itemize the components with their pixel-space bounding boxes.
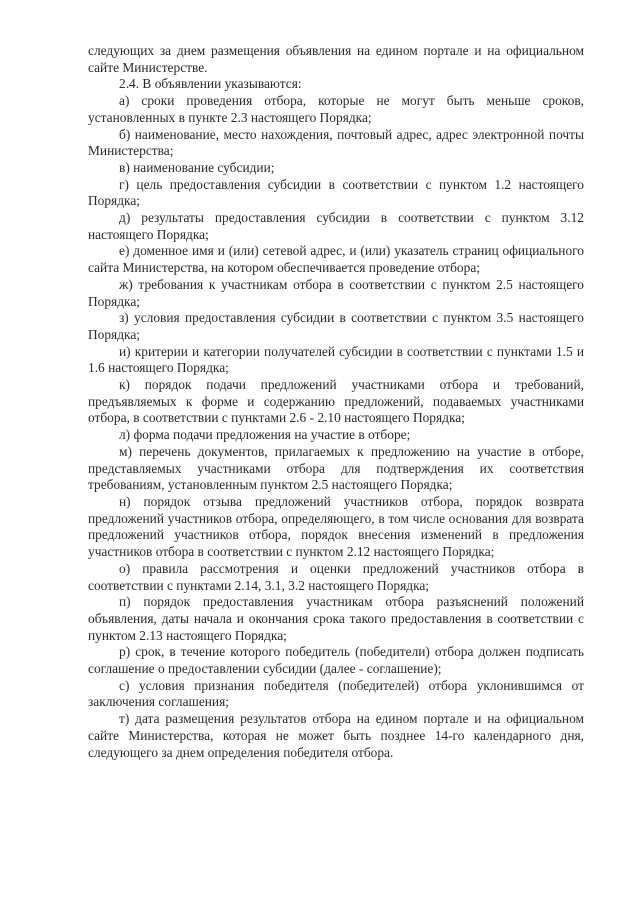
list-item-t: т) дата размещения результатов отбора на едином портале и на официальном сайте Министерства, которая не может быть позднее 14-го календарного дня, следующего за днем определения победителя отбора.: [88, 711, 584, 760]
list-item-r: р) срок, в течение которого победитель (победители) отбора должен подписать соглашение о предоставлении субсидии (далее - соглашение);: [88, 644, 584, 677]
list-item-o: о) правила рассмотрения и оценки предложений участников отбора в соответствии с пунктами 2.14, 3.1, 3.2 настоящего Порядка;: [88, 560, 584, 593]
list-item-i: и) критерии и категории получателей субсидии в соответствии с пунктами 1.5 и 1.6 настоящего Порядка;: [88, 343, 584, 376]
document-body: [88, 43, 584, 761]
section-heading-2-4: 2.4. В объявлении указываются:: [119, 76, 302, 92]
list-item-zh: ж) требования к участникам отбора в соответствии с пунктом 2.5 настоящего Порядка;: [88, 276, 584, 309]
list-item-l: л) форма подачи предложения на участие в отборе;: [119, 427, 411, 443]
list-item-v: в) наименование субсидии;: [119, 159, 275, 175]
list-item-g: г) цель предоставления субсидии в соответствии с пунктом 1.2 настоящего Порядка;: [88, 176, 584, 209]
list-item-m: м) перечень документов, прилагаемых к предложению на участие в отборе, представляемых участниками отбора для подтверждения их соответствия требованиям, установленным пунктом 2.5 настоящего Порядка;: [88, 443, 584, 493]
list-item-d: д) результаты предоставления субсидии в соответствии с пунктом 3.12 настоящего Порядка;: [88, 210, 584, 242]
list-item-a: а) сроки проведения отбора, которые не могут быть меньше сроков, установленных в пункте 2.3 настоящего Порядка;: [88, 93, 584, 125]
list-item-z: з) условия предоставления субсидии в соответствии с пунктом 3.5 настоящего Порядка;: [88, 310, 584, 342]
list-item-b: б) наименование, место нахождения, почтовый адрес, адрес электронной почты Министерства;: [88, 126, 584, 159]
list-item-e: е) доменное имя и (или) сетевой адрес, и (или) указатель страниц официального сайта Министерства, на котором обеспечивается проведение отбора;: [88, 243, 584, 276]
list-item-k: к) порядок подачи предложений участниками отбора и требований, предъявляемых к форме и содержанию предложений, подаваемых участниками отбора, в соответствии с пунктами 2.6 - 2.10 настоящего Порядка;: [88, 377, 584, 426]
list-item-n: н) порядок отзыва предложений участников отбора, порядок возврата предложений участников отбора, определяющего, в том числе основания для возврата предложений участников отбора, порядок внесения изменений в предложения участников отбора в соответствии с пунктом 2.12 настоящего Порядка;: [88, 493, 584, 560]
list-item-s: с) условия признания победителя (победителей) отбора уклонившимся от заключения соглашения;: [88, 677, 584, 710]
list-item-p: п) порядок предоставления участникам отбора разъяснений положений объявления, даты начала и окончания срока такого предоставления в соответствии с пунктом 2.13 настоящего Порядка;: [88, 594, 584, 643]
paragraph-continuation: следующих за днем размещения объявления на едином портале и на официальном сайте Министерстве.: [88, 43, 584, 75]
